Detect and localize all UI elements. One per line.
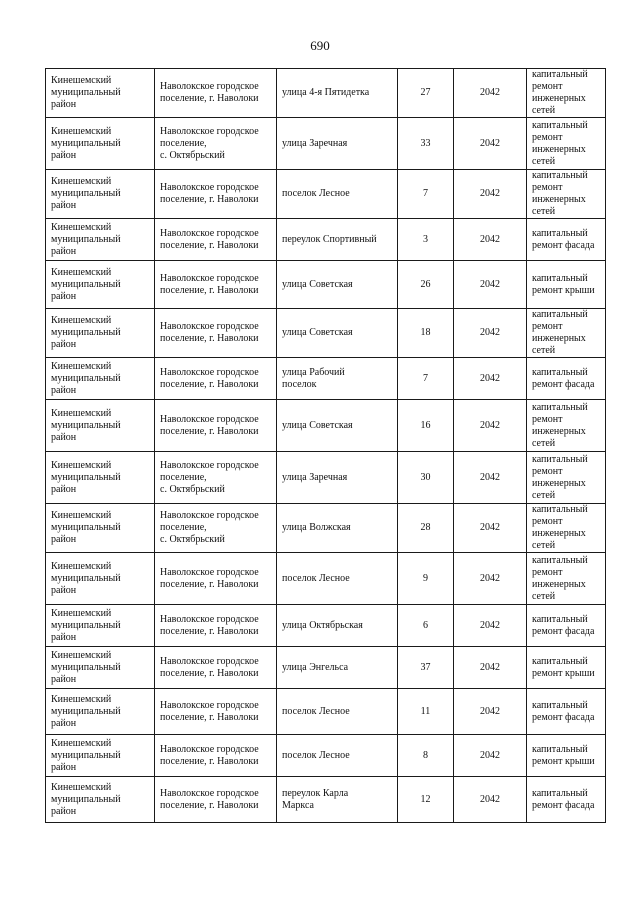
street-cell: переулок Карла Маркса: [277, 777, 398, 823]
table-row: [46, 647, 606, 689]
work-type-cell: капитальный ремонт фасада: [527, 358, 606, 400]
table-row: [46, 170, 606, 219]
district-cell: Кинешемский муниципальный район: [46, 400, 155, 452]
table-row: [46, 69, 606, 118]
district-cell: Кинешемский муниципальный район: [46, 605, 155, 647]
year-cell: 2042: [454, 689, 527, 735]
house-number-cell: 11: [398, 689, 454, 735]
house-number-cell: 16: [398, 400, 454, 452]
settlement-cell: Наволокское городское поселение, с. Октябрьский: [155, 504, 277, 553]
house-number-cell: 18: [398, 309, 454, 358]
settlement-cell: Наволокское городское поселение, г. Наволоки: [155, 777, 277, 823]
table-row: [46, 358, 606, 400]
district-cell: Кинешемский муниципальный район: [46, 358, 155, 400]
year-cell: 2042: [454, 400, 527, 452]
table-row: [46, 452, 606, 504]
year-cell: 2042: [454, 553, 527, 605]
district-cell: Кинешемский муниципальный район: [46, 261, 155, 309]
district-cell: Кинешемский муниципальный район: [46, 69, 155, 118]
page-number: 690: [310, 38, 330, 53]
house-number-cell: 28: [398, 504, 454, 553]
year-cell: 2042: [454, 118, 527, 170]
settlement-cell: Наволокское городское поселение, с. Октябрьский: [155, 118, 277, 170]
street-cell: улица Рабочий поселок: [277, 358, 398, 400]
district-cell: Кинешемский муниципальный район: [46, 170, 155, 219]
settlement-cell: Наволокское городское поселение, г. Наволоки: [155, 689, 277, 735]
work-type-cell: капитальный ремонт инженерных сетей: [527, 504, 606, 553]
settlement-cell: Наволокское городское поселение, г. Наволоки: [155, 261, 277, 309]
district-cell: Кинешемский муниципальный район: [46, 309, 155, 358]
district-cell: Кинешемский муниципальный район: [46, 452, 155, 504]
district-cell: Кинешемский муниципальный район: [46, 504, 155, 553]
district-cell: Кинешемский муниципальный район: [46, 118, 155, 170]
work-type-cell: капитальный ремонт инженерных сетей: [527, 452, 606, 504]
district-cell: Кинешемский муниципальный район: [46, 777, 155, 823]
year-cell: 2042: [454, 647, 527, 689]
house-number-cell: 37: [398, 647, 454, 689]
street-cell: улица Волжская: [277, 504, 398, 553]
work-type-cell: капитальный ремонт фасада: [527, 689, 606, 735]
settlement-cell: Наволокское городское поселение, г. Наволоки: [155, 605, 277, 647]
table-row: [46, 309, 606, 358]
house-number-cell: 30: [398, 452, 454, 504]
house-number-cell: 33: [398, 118, 454, 170]
house-number-cell: 7: [398, 170, 454, 219]
street-cell: улица Советская: [277, 309, 398, 358]
year-cell: 2042: [454, 170, 527, 219]
house-number-cell: 3: [398, 219, 454, 261]
house-number-cell: 26: [398, 261, 454, 309]
street-cell: поселок Лесное: [277, 735, 398, 777]
settlement-cell: Наволокское городское поселение, г. Наволоки: [155, 553, 277, 605]
street-cell: улица 4-я Пятидетка: [277, 69, 398, 118]
work-type-cell: капитальный ремонт крыши: [527, 647, 606, 689]
street-cell: улица Энгельса: [277, 647, 398, 689]
settlement-cell: Наволокское городское поселение, г. Наволоки: [155, 219, 277, 261]
work-type-cell: капитальный ремонт инженерных сетей: [527, 553, 606, 605]
table-row: [46, 504, 606, 553]
house-number-cell: 8: [398, 735, 454, 777]
work-type-cell: капитальный ремонт фасада: [527, 605, 606, 647]
year-cell: 2042: [454, 504, 527, 553]
street-cell: улица Советская: [277, 261, 398, 309]
settlement-cell: Наволокское городское поселение, г. Наволоки: [155, 358, 277, 400]
street-cell: улица Заречная: [277, 452, 398, 504]
street-cell: поселок Лесное: [277, 553, 398, 605]
house-number-cell: 9: [398, 553, 454, 605]
street-cell: улица Советская: [277, 400, 398, 452]
year-cell: 2042: [454, 219, 527, 261]
work-type-cell: капитальный ремонт инженерных сетей: [527, 309, 606, 358]
table-row: [46, 219, 606, 261]
settlement-cell: Наволокское городское поселение, г. Наволоки: [155, 735, 277, 777]
street-cell: улица Заречная: [277, 118, 398, 170]
settlement-cell: Наволокское городское поселение, г. Наволоки: [155, 309, 277, 358]
work-type-cell: капитальный ремонт крыши: [527, 735, 606, 777]
year-cell: 2042: [454, 309, 527, 358]
work-type-cell: капитальный ремонт фасада: [527, 219, 606, 261]
district-cell: Кинешемский муниципальный район: [46, 735, 155, 777]
table-row: [46, 777, 606, 823]
district-cell: Кинешемский муниципальный район: [46, 689, 155, 735]
work-type-cell: капитальный ремонт крыши: [527, 261, 606, 309]
settlement-cell: Наволокское городское поселение, г. Наволоки: [155, 647, 277, 689]
street-cell: поселок Лесное: [277, 170, 398, 219]
district-cell: Кинешемский муниципальный район: [46, 219, 155, 261]
work-type-cell: капитальный ремонт инженерных сетей: [527, 170, 606, 219]
year-cell: 2042: [454, 777, 527, 823]
year-cell: 2042: [454, 69, 527, 118]
house-number-cell: 12: [398, 777, 454, 823]
district-cell: Кинешемский муниципальный район: [46, 647, 155, 689]
street-cell: поселок Лесное: [277, 689, 398, 735]
house-number-cell: 7: [398, 358, 454, 400]
table-body: [46, 69, 606, 823]
year-cell: 2042: [454, 358, 527, 400]
repair-schedule-table: [45, 68, 606, 823]
settlement-cell: Наволокское городское поселение, г. Наволоки: [155, 400, 277, 452]
table-row: [46, 735, 606, 777]
table-row: [46, 605, 606, 647]
house-number-cell: 6: [398, 605, 454, 647]
table-row: [46, 118, 606, 170]
work-type-cell: капитальный ремонт инженерных сетей: [527, 400, 606, 452]
street-cell: переулок Спортивный: [277, 219, 398, 261]
settlement-cell: Наволокское городское поселение, г. Наволоки: [155, 69, 277, 118]
table-row: [46, 689, 606, 735]
house-number-cell: 27: [398, 69, 454, 118]
year-cell: 2042: [454, 452, 527, 504]
work-type-cell: капитальный ремонт инженерных сетей: [527, 69, 606, 118]
work-type-cell: капитальный ремонт инженерных сетей: [527, 118, 606, 170]
table-row: [46, 400, 606, 452]
year-cell: 2042: [454, 735, 527, 777]
settlement-cell: Наволокское городское поселение, с. Октябрьский: [155, 452, 277, 504]
year-cell: 2042: [454, 261, 527, 309]
year-cell: 2042: [454, 605, 527, 647]
street-cell: улица Октябрьская: [277, 605, 398, 647]
table-row: [46, 261, 606, 309]
table-row: [46, 553, 606, 605]
settlement-cell: Наволокское городское поселение, г. Наволоки: [155, 170, 277, 219]
district-cell: Кинешемский муниципальный район: [46, 553, 155, 605]
work-type-cell: капитальный ремонт фасада: [527, 777, 606, 823]
